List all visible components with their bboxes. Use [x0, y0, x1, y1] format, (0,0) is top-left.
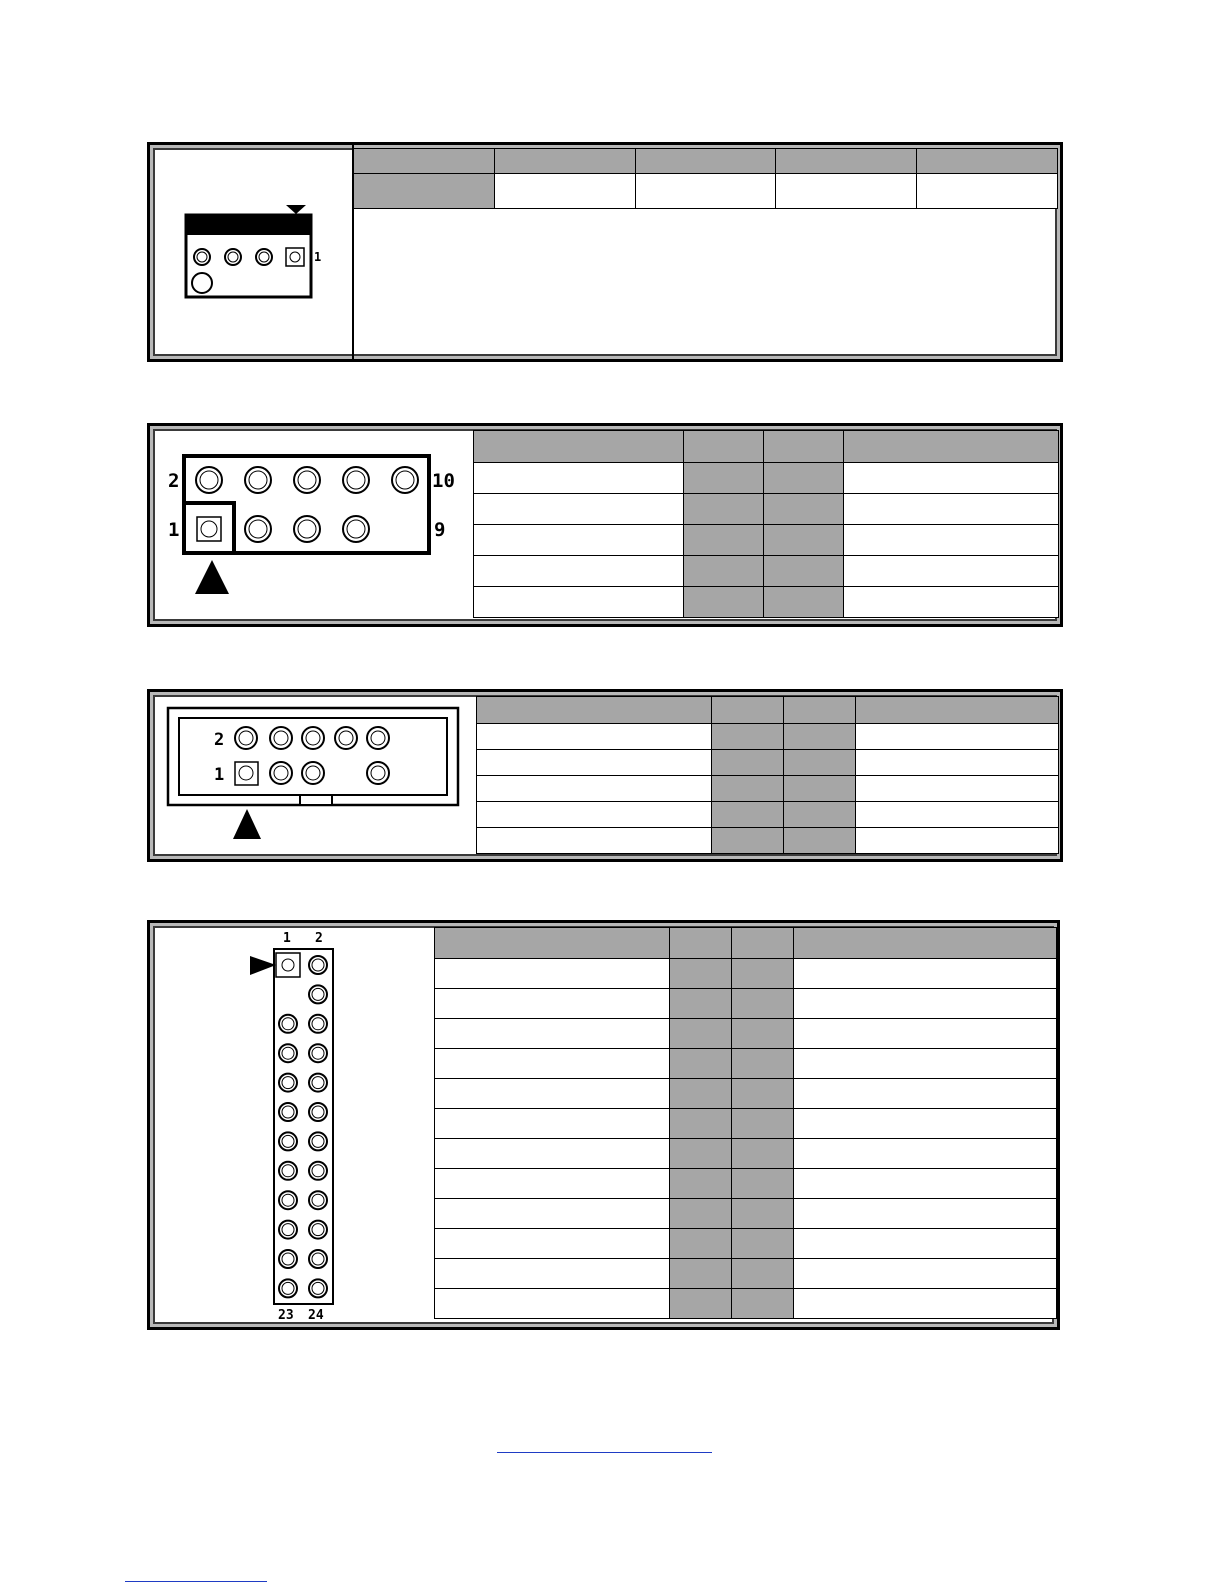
table-cell: [776, 174, 917, 209]
table-cell: [435, 959, 670, 989]
table-cell: [435, 1289, 670, 1319]
table-cell: [435, 1049, 670, 1079]
table-cell: [435, 1199, 670, 1229]
connector-1-table: [353, 148, 1058, 209]
table-cell: [435, 1079, 670, 1109]
bottom-link[interactable]: [125, 1581, 267, 1582]
table-cell: [477, 750, 712, 776]
header-cell: [494, 149, 635, 174]
svg-text:9: 9: [434, 519, 446, 541]
pin1-marker-icon: [195, 560, 229, 594]
connector-4-table: [434, 927, 1057, 1319]
table-cell: [474, 494, 684, 525]
footer-link[interactable]: [497, 1452, 712, 1453]
svg-text:1: 1: [168, 519, 180, 541]
table-cell: [474, 525, 684, 556]
connector-2-diagram: [162, 446, 472, 606]
header-cell: [354, 149, 495, 174]
connector-2-table: [473, 430, 1059, 618]
table-cell: [435, 1229, 670, 1259]
table-cell: [435, 989, 670, 1019]
table-cell: [477, 802, 712, 828]
header-cell: [917, 149, 1058, 174]
connector-1-notes: [365, 217, 1045, 347]
connector-1-panel: [147, 142, 1063, 362]
header-cell: [635, 149, 776, 174]
svg-text:10: 10: [432, 470, 455, 492]
connector-4-panel: [147, 920, 1060, 1330]
pin-1-label: 1: [314, 250, 322, 264]
connector-3-table: [476, 696, 1059, 854]
table-cell: [477, 828, 712, 854]
table-cell: [917, 174, 1058, 209]
table-cell: [435, 1109, 670, 1139]
table-cell: [435, 1259, 670, 1289]
svg-text:24: 24: [308, 1308, 324, 1323]
pin1-marker-icon: [250, 956, 276, 975]
svg-text:2: 2: [168, 470, 180, 492]
table-cell: [474, 556, 684, 587]
pin1-marker-icon: [286, 205, 306, 214]
pin1-marker-icon: [233, 809, 261, 839]
table-cell: [477, 776, 712, 802]
table-cell: [435, 1169, 670, 1199]
connector-1-diagram: [180, 195, 350, 305]
header-cell: [776, 149, 917, 174]
table-cell: [474, 463, 684, 494]
table-cell: [494, 174, 635, 209]
connector-3-panel: [147, 689, 1063, 862]
table-cell: [477, 724, 712, 750]
svg-text:1: 1: [283, 931, 291, 946]
table-cell: [474, 587, 684, 618]
svg-text:1: 1: [214, 765, 225, 785]
svg-text:2: 2: [315, 931, 323, 946]
table-cell: [435, 1139, 670, 1169]
table-cell: [635, 174, 776, 209]
table-cell: [435, 1019, 670, 1049]
svg-text:23: 23: [278, 1308, 294, 1323]
connector-2-panel: [147, 423, 1063, 627]
row-label-cell: [354, 174, 495, 209]
connector-3-diagram: [164, 706, 464, 851]
svg-text:2: 2: [214, 730, 225, 750]
connector-4-diagram: [245, 929, 465, 1324]
